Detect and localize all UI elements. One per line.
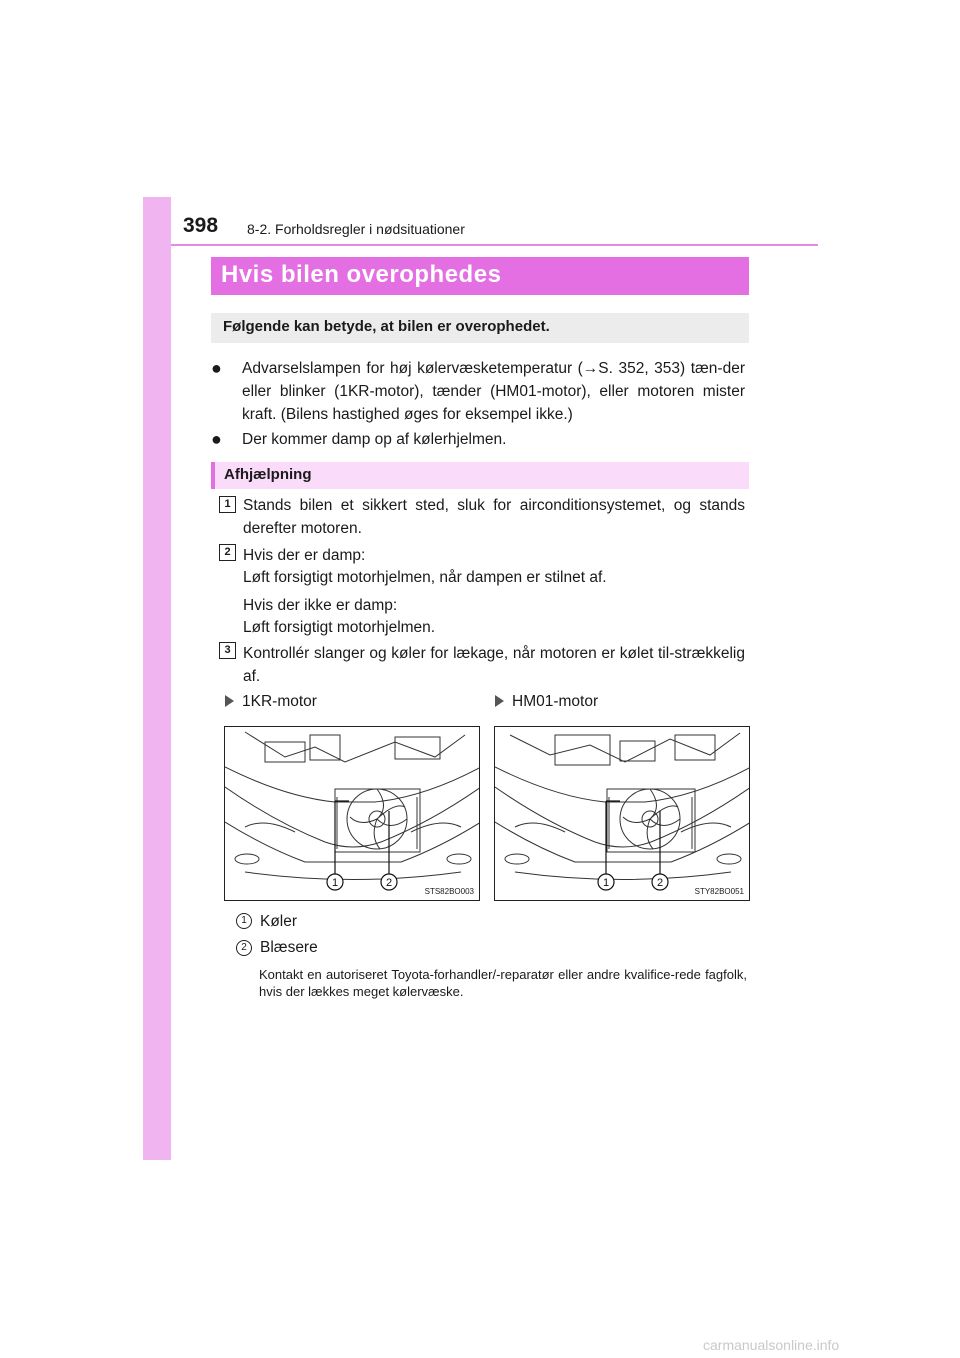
engine-illustration-1kr — [224, 726, 480, 901]
legend-number-2: 2 — [236, 940, 252, 956]
svg-text:2: 2 — [385, 877, 393, 889]
svg-text:1: 1 — [602, 877, 610, 889]
header-divider — [171, 244, 818, 246]
svg-text:2: 2 — [656, 877, 664, 889]
page-number: 398 — [183, 214, 219, 237]
step-number-3: 3 — [219, 642, 236, 659]
section-title: Hvis bilen overophedes — [221, 261, 502, 288]
step-text-3: Kontrollér slanger og køler for lækage, når motoren er kølet til-strækkelig af. — [243, 645, 745, 685]
symptom-bullet — [211, 428, 746, 452]
triangle-icon — [495, 695, 504, 707]
engine-illustration-hm01 — [494, 726, 750, 901]
figure-code: STY82BO051 — [694, 887, 744, 896]
figure-code: STS82BO003 — [424, 887, 474, 896]
variant-text: 1KR-motor — [242, 693, 317, 710]
leak-note: Kontakt en autoriseret Toyota-forhandler/-reparatør eller andre kvalifice-rede fagfolk, hvis der lækkes meget kølervæske. — [259, 967, 747, 999]
engine-bay-drawing — [225, 727, 480, 901]
remedy-heading: Afhjælpning — [224, 466, 312, 483]
chapter-title: 8-2. Forholdsregler i nødsituationer — [247, 221, 465, 237]
remedy-heading-bar — [211, 462, 749, 489]
variant-label-hm01 — [495, 693, 598, 711]
variant-text: HM01-motor — [512, 693, 599, 710]
chapter-sidebar — [143, 197, 171, 1160]
svg-text:1: 1 — [331, 877, 339, 889]
step-text-2d: Løft forsigtigt motorhjelmen. — [243, 619, 436, 636]
watermark: carmanualsonline.info — [703, 1337, 840, 1353]
bullet-text: Der kommer damp op af kølerhjelmen. — [242, 431, 507, 448]
step-text-2c: Hvis der ikke er damp: — [243, 597, 398, 614]
bullet-icon: ● — [211, 358, 222, 378]
section-title-bar — [211, 257, 749, 295]
step-text-1: Stands bilen et sikkert sted, sluk for airconditionsystemet, og stands derefter motoren. — [243, 497, 745, 537]
step-text-2a: Hvis der er damp: — [243, 547, 366, 564]
step-text-2b: Løft forsigtigt motorhjelmen, når dampen er stilnet af. — [243, 569, 607, 586]
intro-box — [211, 313, 749, 343]
legend-label-radiator: Køler — [260, 913, 298, 930]
legend-label-fans: Blæsere — [260, 939, 318, 956]
step-number-2: 2 — [219, 544, 236, 561]
bullet-text: Advarselslampen for høj kølervæsketemperatur (→S. 352, 353) tæn-der eller blinker (1KR-motor), tænder (HM01-motor), eller motoren mister kraft. (Bilens hastighed øges for eksempel ikke.) — [242, 360, 745, 423]
bullet-icon: ● — [211, 429, 222, 449]
intro-text: Følgende kan betyde, at bilen er overophedet. — [223, 318, 550, 335]
engine-bay-drawing — [495, 727, 750, 901]
legend-number-1: 1 — [236, 913, 252, 929]
step-number-1: 1 — [219, 496, 236, 513]
variant-label-1kr — [225, 693, 317, 711]
triangle-icon — [225, 695, 234, 707]
symptom-bullet — [211, 357, 746, 427]
